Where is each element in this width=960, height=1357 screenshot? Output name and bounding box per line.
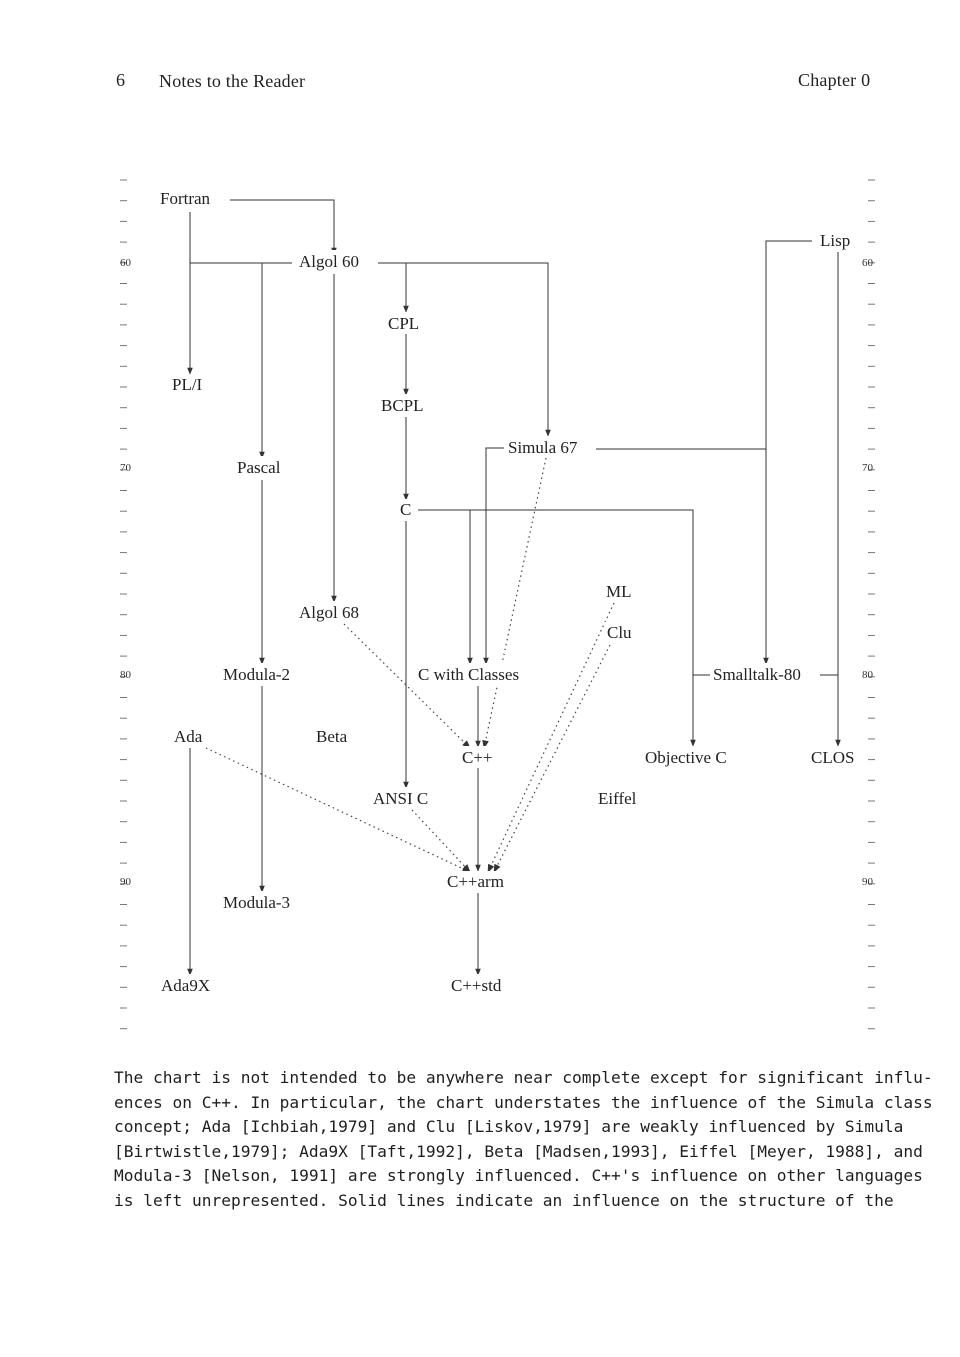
node-pascal: Pascal: [237, 458, 281, 477]
body-paragraph: [114, 1066, 933, 1213]
node-c-with-classes: C with Classes: [418, 665, 520, 684]
edge-c-objectivec: [470, 510, 693, 746]
node-ada9x: Ada9X: [161, 976, 211, 995]
node-cpp: C++: [462, 748, 493, 767]
node-lisp: Lisp: [820, 231, 851, 250]
edge-fortran-algol60: [230, 200, 334, 254]
node-ml: ML: [606, 582, 632, 601]
language-influence-diagram: [0, 150, 960, 1030]
node-modula3: Modula-3: [223, 893, 291, 912]
node-ansi-c: ANSI C: [373, 789, 429, 808]
edge-c-cwithclasses: [418, 510, 470, 664]
year-label-80-left: 80: [120, 669, 131, 681]
node-cpp-arm: C++arm: [447, 872, 504, 891]
year-label-70-left: 70: [120, 462, 131, 474]
node-c: C: [400, 500, 412, 519]
body-line-5: Modula-3 [Nelson, 1991] are strongly influenced. C++'s influence on other languages: [114, 1166, 923, 1185]
edge-lisp-smalltalk80: [766, 241, 812, 449]
year-label-90-left: 90: [120, 876, 131, 888]
node-fortran: Fortran: [160, 189, 211, 208]
body-line-3: concept; Ada [Ichbiah,1979] and Clu [Liskov,1979] are weakly influenced by Simula: [114, 1117, 904, 1136]
year-label-70-right: 70: [862, 462, 873, 474]
node-ada: Ada: [174, 727, 203, 746]
body-line-2: ences on C++. In particular, the chart understates the influence of the Simula class: [114, 1092, 933, 1112]
node-modula2: Modula-2: [223, 665, 291, 684]
edge-algol60-cpl: [378, 263, 406, 312]
chapter-label: Chapter 0: [798, 70, 871, 90]
language-nodes: [158, 186, 866, 996]
solid-influence-lines: [190, 200, 838, 975]
dotted-algol68-cpp: [344, 624, 470, 748]
page-number: 6: [116, 70, 126, 90]
node-beta: Beta: [316, 727, 348, 746]
edge-simula67-cwithclasses: [486, 448, 504, 664]
year-label-90-right: 90: [862, 876, 873, 888]
body-line-6: is left unrepresented. Solid lines indicate an influence on the structure of the: [114, 1190, 894, 1210]
node-cpl: CPL: [388, 314, 420, 333]
year-label-60-left: 60: [120, 257, 131, 269]
running-head-title: Notes to the Reader: [159, 71, 306, 91]
node-objective-c: Objective C: [645, 748, 727, 767]
node-algol60: Algol 60: [299, 252, 359, 271]
body-line-4: [Birtwistle,1979]; Ada9X [Taft,1992], Beta [Madsen,1993], Eiffel [Meyer, 1988], and: [114, 1141, 923, 1161]
node-cpp-std: C++std: [451, 976, 502, 995]
node-bcpl: BCPL: [381, 396, 424, 415]
body-line-1: The chart is not intended to be anywhere near complete except for significant influ-: [114, 1068, 933, 1087]
node-pli: PL/I: [172, 375, 203, 394]
dotted-simula67-cpp: [484, 458, 546, 748]
year-label-80-right: 80: [862, 669, 873, 681]
node-algol68: Algol 68: [299, 603, 359, 622]
node-smalltalk80: Smalltalk-80: [713, 665, 801, 684]
node-clu: Clu: [607, 623, 632, 642]
year-label-60-right: 60: [862, 257, 873, 269]
dotted-ansic-cpparm: [412, 810, 470, 872]
dotted-ml-cpparm: [488, 603, 614, 872]
dotted-ada-cpparm: [206, 748, 470, 872]
node-simula67: Simula 67: [508, 438, 578, 457]
node-eiffel: Eiffel: [598, 789, 637, 808]
node-clos: CLOS: [811, 748, 855, 767]
